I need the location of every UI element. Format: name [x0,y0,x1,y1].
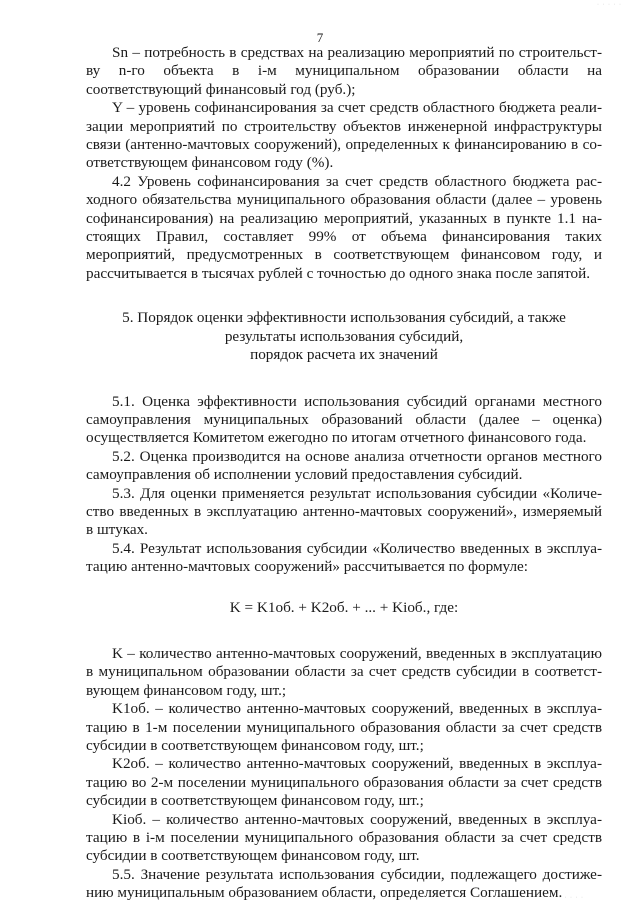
paragraph-5-3: 5.3. Для оценки применяется результат использования субсидии «Количество введенных в эксплуатацию антенно-мачтовых сооружений», измеряемый в штуках. [86,484,602,539]
paragraph-4-2: 4.2 Уровень софинансирования за счет средств областного бюджета расходного обязательства муниципального образования области (далее – уровень софинансирования) на реализацию мероприятий, указанных в пункте 1.1 настоящих Правил, составляет 99% от объема финансирования таких мероприятий, предусмотренных в соответствующем финансовом году, и рассчитывается в тысячах рублей с точностью до одного знака после запятой. [86,172,602,282]
paragraph-5-4: 5.4. Результат использования субсидии «Количество введенных в эксплуатацию антенно-мачтовых сооружений» рассчитывается по формуле: [86,539,602,576]
paragraph-5-1: 5.1. Оценка эффективности использования субсидий органами местного самоуправления муниципальных образований области (далее – оценка) осуществляется Комитетом ежегодно по итогам отчетного финансового года. [86,392,602,447]
heading-line-1: 5. Порядок оценки эффективности использования субсидий, а также [122,309,566,327]
paragraph-5-2: 5.2. Оценка производится на основе анализа отчетности органов местного самоуправления об исполнении условий предоставления субсидий. [86,447,602,484]
paragraph-y-definition: Y – уровень софинансирования за счет средств областного бюджета реализации мероприятий по строительству объектов инженерной инфраструктуры связи (антенно-мачтовых сооружений), определенных к финансированию в соответствующем финансовом году (%). [86,99,602,172]
heading-line-2: результаты использования субсидий, [224,327,464,345]
section-5-heading [86,309,602,364]
page-number: 7 [316,30,324,45]
scan-mark-top: · · · · · [597,2,622,8]
scan-mark-bottom: · · · · · [559,895,584,901]
paragraph-k2-definition: K2об. – количество антенно-мачтовых сооружений, введенных в эксплуатацию во 2-м поселении муниципального образования области за счет средств субсидии в соответствующем финансовом году, шт.; [86,755,602,810]
formula: K = K1об. + K2об. + ... + Kiоб., где: [229,598,459,616]
paragraph-sn-definition: Sn – потребность в средствах на реализацию мероприятий по строительству n-го объекта в i-м муниципальном образовании области на соответствующий финансовый год (руб.); [86,44,602,98]
paragraph-k-definition: K – количество антенно-мачтовых сооружений, введенных в эксплуатацию в муниципальном образовании области за счет средств субсидии в соответствующем финансовом году, шт.; [86,644,602,699]
paragraph-ki-definition: Kiоб. – количество антенно-мачтовых сооружений, введенных в эксплуатацию в i-м поселении муниципального образования области за счет средств субсидии в соответствующем финансовом году, шт. [86,810,602,865]
heading-line-3: порядок расчета их значений [250,346,438,364]
paragraph-5-5: 5.5. Значение результата использования субсидии, подлежащего достижению муниципальным образованием области, определяется Соглашением. [86,865,602,902]
document-body [86,44,602,903]
paragraph-k1-definition: K1об. – количество антенно-мачтовых сооружений, введенных в эксплуатацию в 1-м поселении муниципального образования области за счет средств субсидии в соответствующем финансовом году, шт.; [86,700,602,754]
